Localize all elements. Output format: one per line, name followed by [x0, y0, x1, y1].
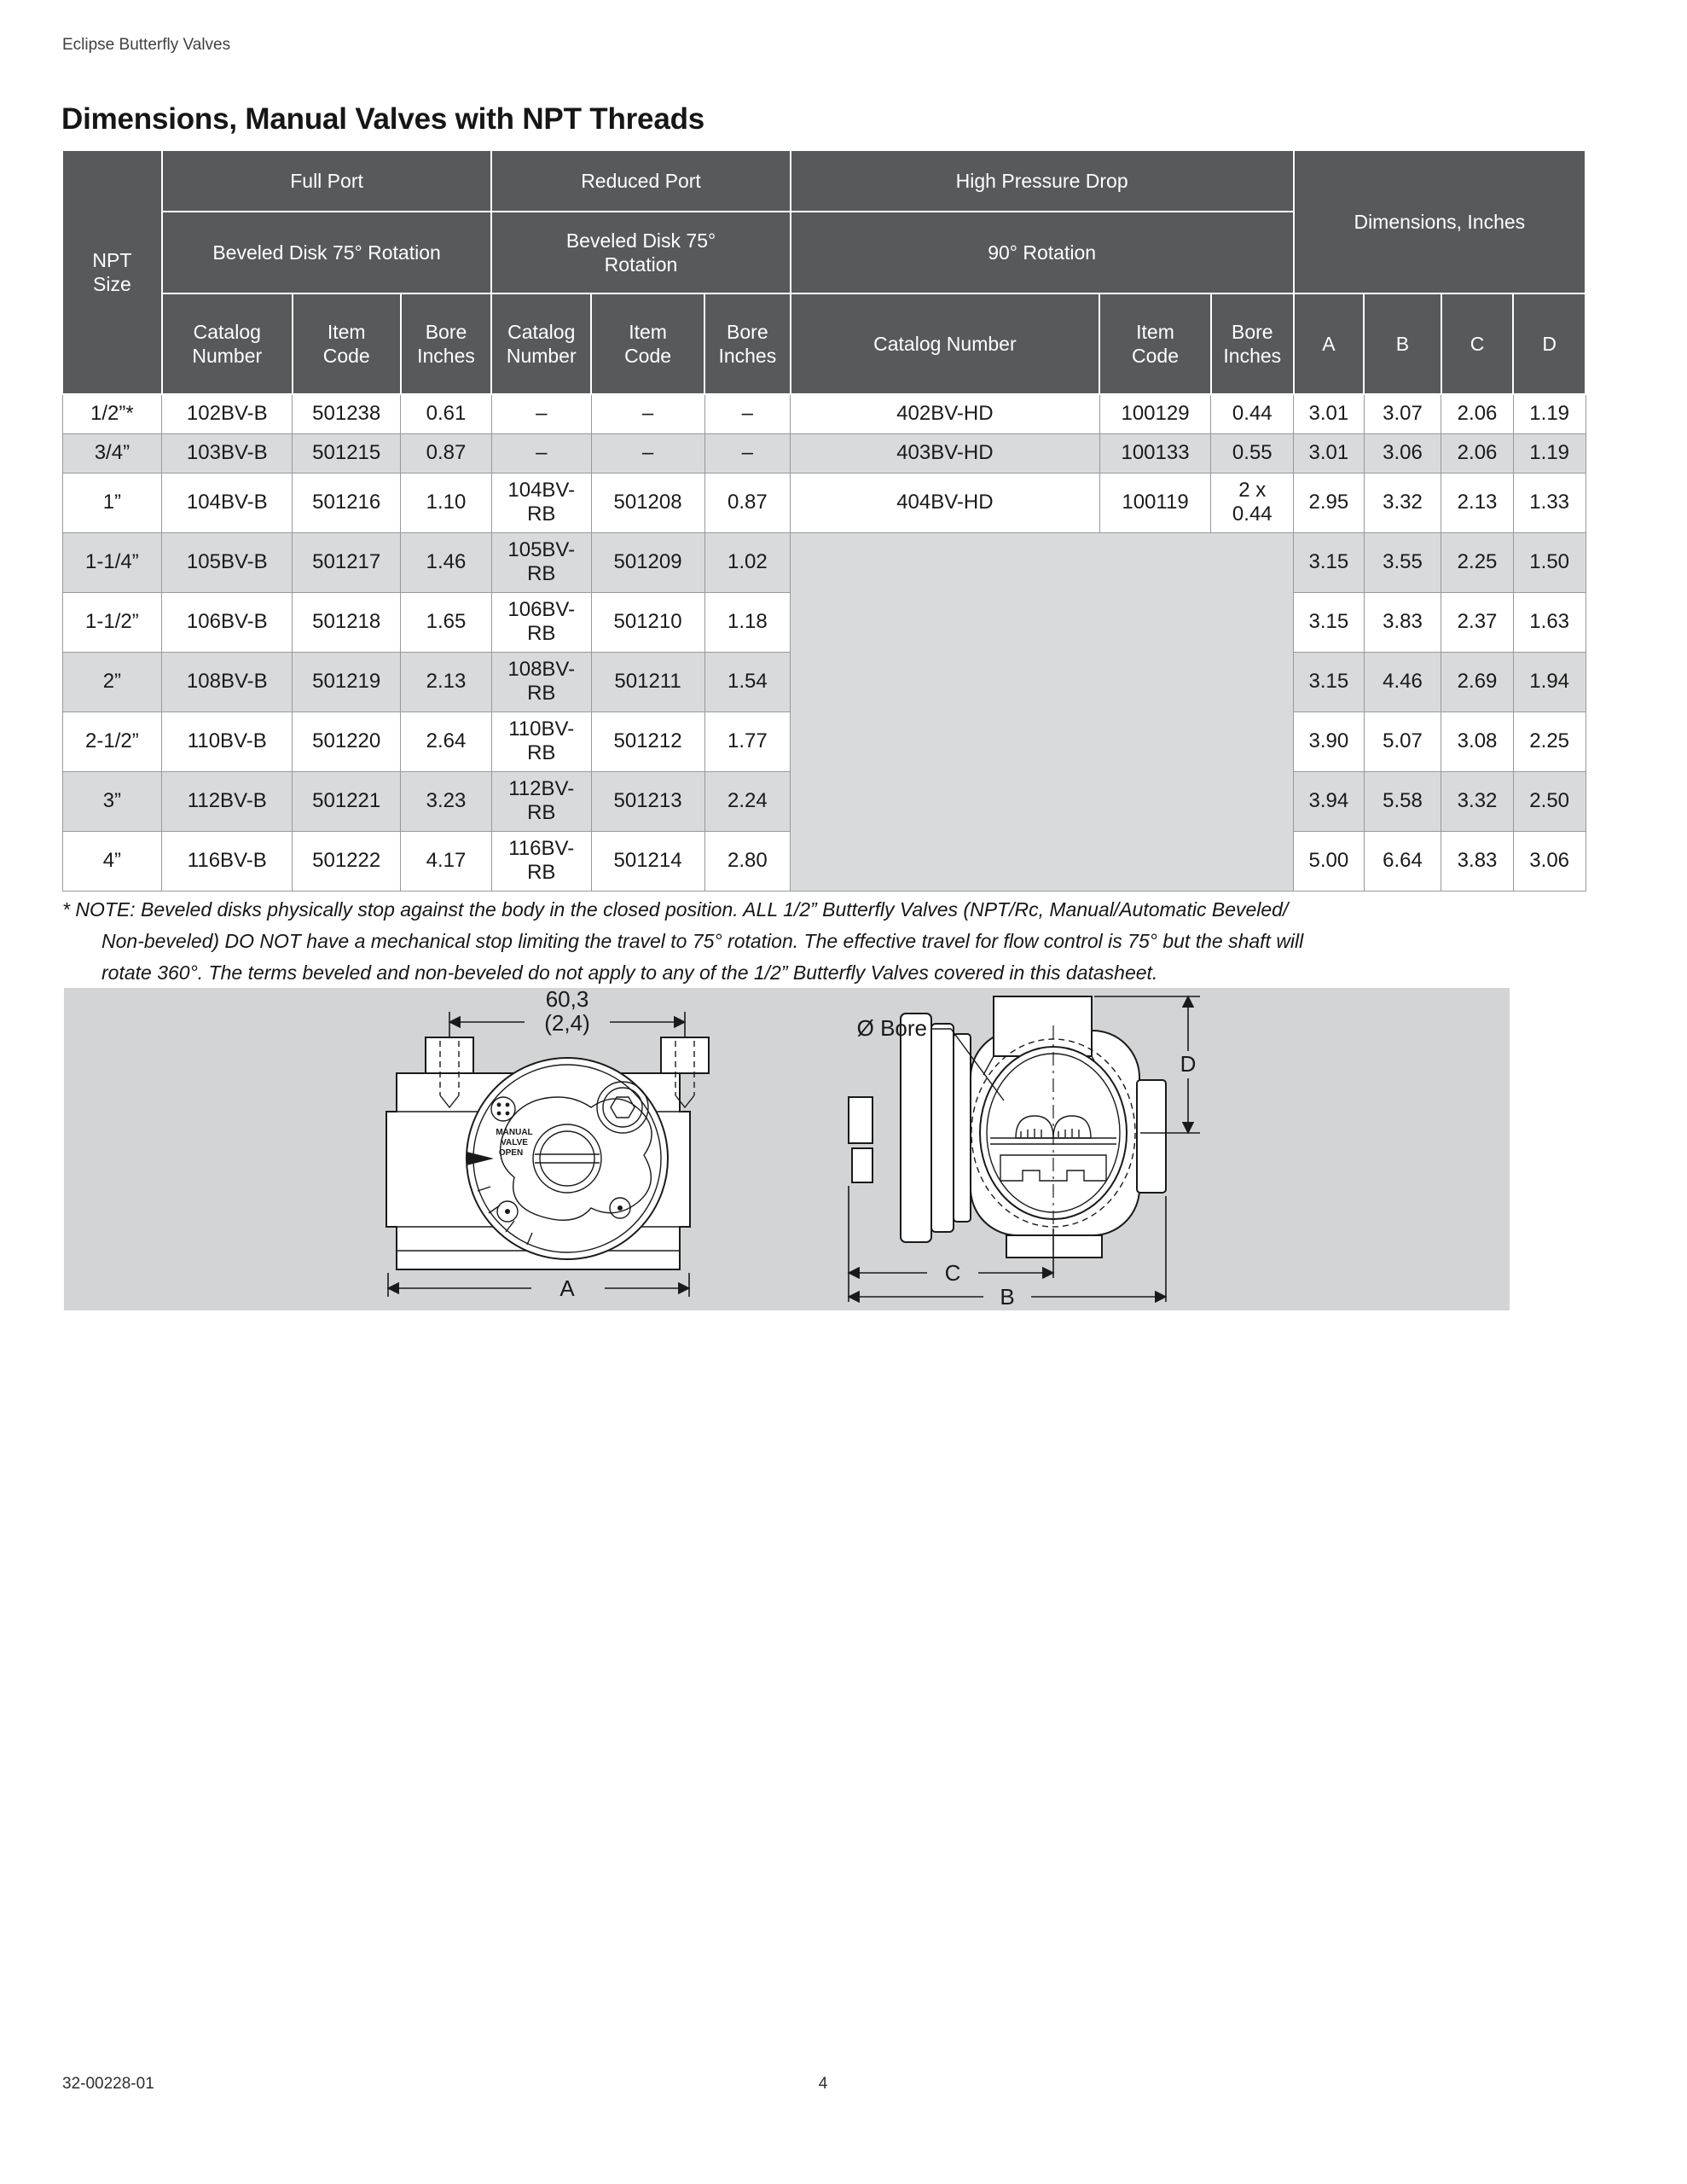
cell-npt: 1/2”* [62, 394, 162, 433]
cell-fp-bore: 1.65 [401, 592, 492, 652]
cell-dim-c: 2.37 [1441, 592, 1514, 652]
cell-hp-item: 100129 [1099, 394, 1211, 433]
cell-fp-item: 501218 [293, 592, 401, 652]
cell-dim-b: 3.83 [1364, 592, 1441, 652]
cell-npt: 3/4” [62, 433, 162, 473]
cell-fp-item: 501215 [293, 433, 401, 473]
cell-rp-bore: 2.80 [704, 831, 791, 891]
cell-rp-item: 501213 [591, 771, 704, 831]
side-view-drawing [849, 996, 1200, 1310]
cell-hp-empty-merged [791, 532, 1294, 891]
page-title: Dimensions, Manual Valves with NPT Threads [61, 102, 705, 136]
cell-fp-catalog: 112BV-B [162, 771, 293, 831]
cell-fp-item: 501222 [293, 831, 401, 891]
cell-fp-catalog: 102BV-B [162, 394, 293, 433]
cell-rp-item: – [591, 433, 704, 473]
cell-rp-bore: 0.87 [704, 473, 791, 532]
dim-label-d: D [1180, 1051, 1197, 1077]
cell-fp-item: 501216 [293, 473, 401, 532]
cell-dim-d: 1.50 [1513, 532, 1586, 592]
cell-dim-a: 3.01 [1294, 394, 1365, 433]
footnote-line: Non-beveled) DO NOT have a mechanical stop limiting the travel to 75° rotation. The effective travel for flow control is 75° but the shaft will [101, 930, 1304, 952]
cell-rp-catalog: 105BV-RB [491, 532, 591, 592]
cell-dim-a: 3.94 [1294, 771, 1365, 831]
cell-fp-catalog: 104BV-B [162, 473, 293, 532]
cell-dim-c: 2.25 [1441, 532, 1514, 592]
col-header-dim-b: B [1364, 293, 1441, 394]
document-number: 32-00228-01 [62, 2075, 154, 2093]
cell-dim-d: 1.33 [1513, 473, 1586, 532]
cell-rp-item: 501210 [591, 592, 704, 652]
cell-fp-bore: 0.61 [401, 394, 492, 433]
col-header-hp-catalog: Catalog Number [791, 293, 1099, 394]
cell-dim-d: 1.19 [1513, 394, 1586, 433]
cell-dim-a: 3.90 [1294, 712, 1365, 771]
cell-rp-catalog: 110BV-RB [491, 712, 591, 771]
cell-dim-c: 3.08 [1441, 712, 1514, 771]
cell-dim-d: 1.94 [1513, 652, 1586, 712]
cell-hp-bore: 0.55 [1211, 433, 1294, 473]
footnote-line: * NOTE: Beveled disks physically stop against the body in the closed position. ALL 1/2” Butterfly Valves (NPT/Rc, Manual/Automatic Beveled/ [62, 898, 1289, 921]
cell-dim-b: 6.64 [1364, 831, 1441, 891]
cell-fp-bore: 0.87 [401, 433, 492, 473]
cell-hp-bore: 0.44 [1211, 394, 1294, 433]
col-header-hp-item: Item Code [1099, 293, 1211, 394]
cell-rp-item: – [591, 394, 704, 433]
header-row-groups [62, 150, 1586, 212]
brand-header: Eclipse Butterfly Valves [62, 36, 231, 54]
cell-rp-catalog: 108BV-RB [491, 652, 591, 712]
cell-rp-bore: 1.02 [704, 532, 791, 592]
cell-fp-bore: 4.17 [401, 831, 492, 891]
cell-rp-bore: – [704, 433, 791, 473]
cell-npt: 3” [62, 771, 162, 831]
cell-dim-d: 1.63 [1513, 592, 1586, 652]
cell-dim-c: 2.13 [1441, 473, 1514, 532]
cell-rp-catalog: – [491, 394, 591, 433]
cell-fp-catalog: 110BV-B [162, 712, 293, 771]
cell-rp-item: 501212 [591, 712, 704, 771]
cell-dim-c: 2.69 [1441, 652, 1514, 712]
bore-diameter-label: Ø Bore [856, 1015, 927, 1041]
cell-hp-item: 100133 [1099, 433, 1211, 473]
cell-rp-catalog: 116BV-RB [491, 831, 591, 891]
footnote [62, 894, 1529, 989]
footnote-line: rotate 360°. The terms beveled and non-beveled do not apply to any of the 1/2” Butterfly Valves covered in this datasheet. [101, 961, 1158, 984]
dim-label-2-4: (2,4) [544, 1010, 590, 1036]
cell-rp-bore: 1.54 [704, 652, 791, 712]
col-header-fp-bore: Bore Inches [401, 293, 492, 394]
cell-fp-item: 501221 [293, 771, 401, 831]
cell-fp-item: 501219 [293, 652, 401, 712]
col-header-rp-item: Item Code [591, 293, 704, 394]
cell-dim-d: 3.06 [1513, 831, 1586, 891]
cell-fp-bore: 3.23 [401, 771, 492, 831]
dim-label-a: A [559, 1275, 575, 1301]
col-header-dim-a: A [1294, 293, 1365, 394]
cell-rp-item: 501214 [591, 831, 704, 891]
cell-rp-catalog: 106BV-RB [491, 592, 591, 652]
cell-dim-b: 3.32 [1364, 473, 1441, 532]
table-row [62, 394, 1586, 433]
col-header-rp-catalog: Catalog Number [491, 293, 591, 394]
dial-text-open: OPEN [498, 1148, 524, 1158]
cell-rp-bore: – [704, 394, 791, 433]
table-row [62, 433, 1586, 473]
cell-dim-d: 1.19 [1513, 433, 1586, 473]
page-number: 4 [818, 2075, 828, 2093]
cell-hp-catalog: 403BV-HD [791, 433, 1099, 473]
table-row [62, 532, 1586, 592]
cell-fp-catalog: 108BV-B [162, 652, 293, 712]
cell-npt: 4” [62, 831, 162, 891]
cell-fp-item: 501220 [293, 712, 401, 771]
dim-label-60-3: 60,3 [545, 988, 589, 1012]
col-header-dim-d: D [1513, 293, 1586, 394]
cell-hp-catalog: 404BV-HD [791, 473, 1099, 532]
cell-fp-catalog: 106BV-B [162, 592, 293, 652]
cell-dim-b: 3.06 [1364, 433, 1441, 473]
group-header-high-pressure-drop: High Pressure Drop [791, 150, 1294, 212]
group-header-reduced-port: Reduced Port [491, 150, 790, 212]
col-header-hp-bore: Bore Inches [1211, 293, 1294, 394]
cell-dim-b: 5.58 [1364, 771, 1441, 831]
cell-npt: 1-1/4” [62, 532, 162, 592]
table-row [62, 473, 1586, 532]
cell-hp-catalog: 402BV-HD [791, 394, 1099, 433]
valve-drawings [64, 988, 1510, 1310]
col-header-rp-bore: Bore Inches [704, 293, 791, 394]
cell-fp-catalog: 105BV-B [162, 532, 293, 592]
cell-dim-c: 3.32 [1441, 771, 1514, 831]
cell-rp-item: 501209 [591, 532, 704, 592]
dial-text-valve: VALVE [501, 1138, 528, 1147]
cell-dim-b: 5.07 [1364, 712, 1441, 771]
cell-dim-b: 3.07 [1364, 394, 1441, 433]
cell-dim-c: 2.06 [1441, 394, 1514, 433]
dial-text-manual: MANUAL [496, 1128, 533, 1137]
cell-dim-b: 4.46 [1364, 652, 1441, 712]
col-header-dim-c: C [1441, 293, 1514, 394]
cell-dim-a: 3.15 [1294, 532, 1365, 592]
col-header-npt-size: NPT Size [62, 150, 162, 394]
group-header-full-port: Full Port [162, 150, 492, 212]
front-view-drawing [386, 988, 709, 1301]
cell-rp-catalog: – [491, 433, 591, 473]
cell-rp-item: 501211 [591, 652, 704, 712]
group-header-dimensions-inches: Dimensions, Inches [1294, 150, 1586, 293]
dim-label-c: C [944, 1260, 961, 1286]
cell-npt: 1-1/2” [62, 592, 162, 652]
header-row-columns [62, 293, 1586, 394]
cell-rp-catalog: 112BV-RB [491, 771, 591, 831]
cell-hp-bore: 2 x 0.44 [1211, 473, 1294, 532]
cell-fp-bore: 1.46 [401, 532, 492, 592]
cell-dim-b: 3.55 [1364, 532, 1441, 592]
subheader-rp-rotation: Beveled Disk 75° Rotation [491, 212, 790, 293]
dim-label-b: B [1000, 1284, 1015, 1310]
cell-fp-catalog: 116BV-B [162, 831, 293, 891]
col-header-fp-catalog: Catalog Number [162, 293, 293, 394]
dimensions-table [61, 149, 1586, 892]
cell-rp-bore: 1.77 [704, 712, 791, 771]
cell-npt: 2-1/2” [62, 712, 162, 771]
cell-dim-a: 5.00 [1294, 831, 1365, 891]
cell-rp-bore: 1.18 [704, 592, 791, 652]
cell-dim-a: 3.15 [1294, 652, 1365, 712]
cell-rp-item: 501208 [591, 473, 704, 532]
cell-dim-c: 2.06 [1441, 433, 1514, 473]
dimension-diagrams-panel [64, 988, 1510, 1310]
subheader-hp-rotation: 90° Rotation [791, 212, 1294, 293]
cell-npt: 1” [62, 473, 162, 532]
cell-hp-item: 100119 [1099, 473, 1211, 532]
cell-fp-bore: 2.64 [401, 712, 492, 771]
cell-fp-bore: 1.10 [401, 473, 492, 532]
cell-fp-bore: 2.13 [401, 652, 492, 712]
cell-dim-c: 3.83 [1441, 831, 1514, 891]
cell-dim-d: 2.50 [1513, 771, 1586, 831]
cell-npt: 2” [62, 652, 162, 712]
cell-rp-catalog: 104BV-RB [491, 473, 591, 532]
subheader-fp-rotation: Beveled Disk 75° Rotation [162, 212, 492, 293]
col-header-fp-item: Item Code [293, 293, 401, 394]
cell-dim-a: 2.95 [1294, 473, 1365, 532]
cell-fp-catalog: 103BV-B [162, 433, 293, 473]
cell-dim-a: 3.01 [1294, 433, 1365, 473]
cell-fp-item: 501238 [293, 394, 401, 433]
cell-fp-item: 501217 [293, 532, 401, 592]
cell-dim-a: 3.15 [1294, 592, 1365, 652]
cell-dim-d: 2.25 [1513, 712, 1586, 771]
cell-rp-bore: 2.24 [704, 771, 791, 831]
